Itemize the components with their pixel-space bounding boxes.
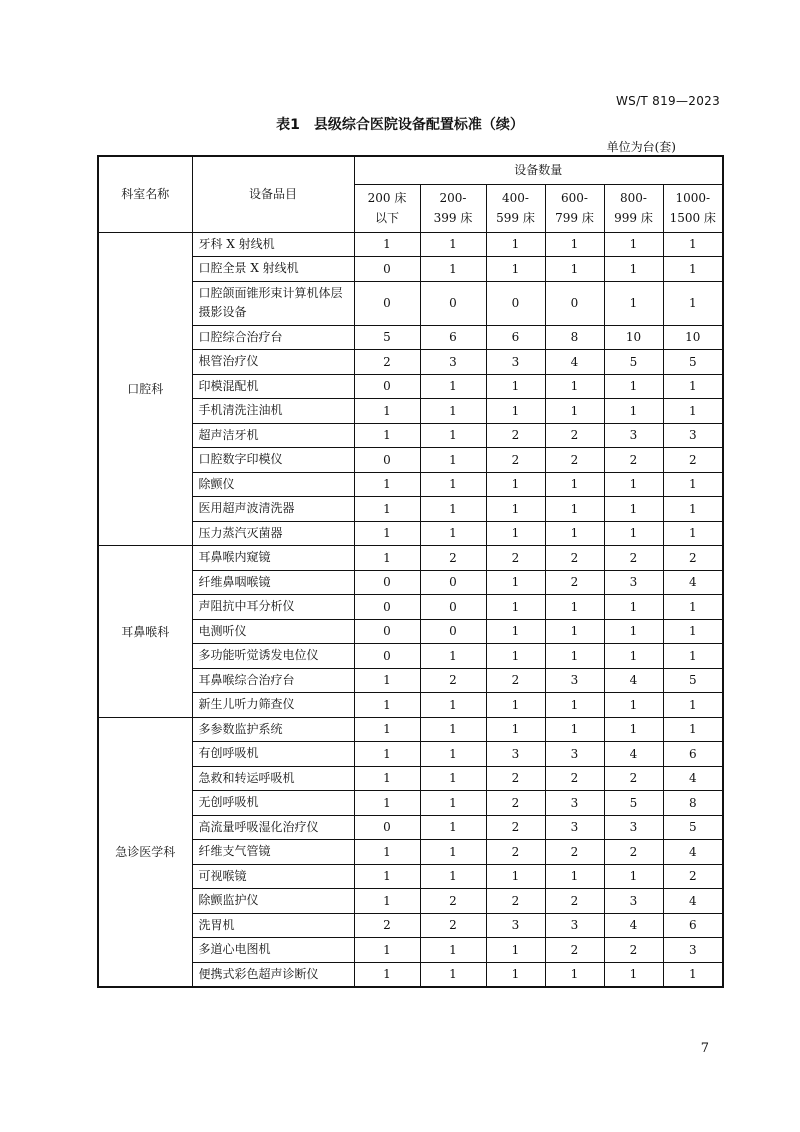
equipment-name: 除颤仪: [192, 472, 354, 497]
quantity-cell: 10: [604, 325, 663, 350]
bed-size-line-2: 799 床: [555, 211, 594, 225]
header-dept: 科室名称: [98, 156, 192, 232]
quantity-cell: 1: [420, 521, 486, 546]
header-bed-size: [486, 184, 545, 232]
quantity-cell: 3: [486, 350, 545, 375]
quantity-cell: 3: [663, 938, 723, 963]
quantity-cell: 3: [486, 742, 545, 767]
quantity-cell: 1: [663, 619, 723, 644]
bed-size-line-2: 以下: [374, 211, 399, 225]
quantity-cell: 1: [486, 693, 545, 718]
quantity-cell: 1: [604, 595, 663, 620]
quantity-cell: 1: [420, 815, 486, 840]
header-item: 设备品目: [192, 156, 354, 232]
quantity-cell: 1: [545, 257, 604, 282]
quantity-cell: 2: [545, 938, 604, 963]
quantity-cell: 1: [663, 595, 723, 620]
unit-note: 单位为台(套): [606, 140, 676, 154]
equipment-name: 多功能听觉诱发电位仪: [192, 644, 354, 669]
equipment-name: 手机清洗注油机: [192, 399, 354, 424]
quantity-cell: 1: [420, 938, 486, 963]
quantity-cell: 2: [604, 938, 663, 963]
bed-size-line-2: 1500 床: [669, 211, 716, 225]
quantity-cell: 1: [486, 864, 545, 889]
equipment-name: 新生儿听力筛查仪: [192, 693, 354, 718]
table-row: [98, 815, 723, 840]
quantity-cell: 5: [604, 791, 663, 816]
table-row: [98, 497, 723, 522]
quantity-cell: 1: [663, 232, 723, 257]
quantity-cell: 1: [604, 521, 663, 546]
table-row: [98, 668, 723, 693]
bed-size-line-1: 1000-: [675, 191, 711, 205]
table-row: [98, 913, 723, 938]
bed-size-line-2: 399 床: [433, 211, 473, 225]
table-row: [98, 325, 723, 350]
bed-size-line-1: 800-: [620, 191, 647, 205]
quantity-cell: 1: [354, 742, 420, 767]
quantity-cell: 5: [604, 350, 663, 375]
quantity-cell: 1: [354, 840, 420, 865]
quantity-cell: 1: [604, 644, 663, 669]
quantity-cell: 2: [663, 546, 723, 571]
quantity-cell: 1: [354, 546, 420, 571]
quantity-cell: 6: [663, 742, 723, 767]
quantity-cell: 1: [663, 497, 723, 522]
table-row: [98, 546, 723, 571]
bed-size-line-1: 200-: [439, 191, 467, 205]
quantity-cell: 1: [486, 962, 545, 987]
quantity-cell: 3: [420, 350, 486, 375]
quantity-cell: 3: [545, 913, 604, 938]
quantity-cell: 1: [663, 962, 723, 987]
quantity-cell: 2: [604, 840, 663, 865]
quantity-cell: 1: [486, 717, 545, 742]
quantity-cell: 2: [486, 840, 545, 865]
quantity-cell: 1: [604, 399, 663, 424]
quantity-cell: 3: [663, 423, 723, 448]
quantity-cell: 4: [663, 889, 723, 914]
quantity-cell: 2: [545, 766, 604, 791]
quantity-cell: 1: [545, 232, 604, 257]
equipment-name: 口腔综合治疗台: [192, 325, 354, 350]
quantity-cell: 2: [486, 448, 545, 473]
quantity-cell: 1: [545, 472, 604, 497]
table-row: [98, 595, 723, 620]
quantity-cell: 4: [604, 742, 663, 767]
equipment-name: 口腔颌面锥形束计算机体层摄影设备: [192, 281, 354, 325]
quantity-cell: 1: [354, 889, 420, 914]
quantity-cell: 1: [486, 938, 545, 963]
table-row: [98, 399, 723, 424]
bed-size-line-1: 200 床: [367, 191, 407, 205]
quantity-cell: 1: [486, 374, 545, 399]
equipment-name: 医用超声波清洗器: [192, 497, 354, 522]
quantity-cell: 1: [354, 766, 420, 791]
quantity-cell: 4: [545, 350, 604, 375]
equipment-name: 超声洁牙机: [192, 423, 354, 448]
quantity-cell: 1: [545, 644, 604, 669]
dept-name: 耳鼻喉科: [98, 546, 192, 718]
quantity-cell: 3: [545, 742, 604, 767]
table-row: [98, 791, 723, 816]
quantity-cell: 1: [486, 644, 545, 669]
quantity-cell: 1: [420, 257, 486, 282]
quantity-cell: 1: [604, 619, 663, 644]
quantity-cell: 1: [604, 864, 663, 889]
table-row: [98, 644, 723, 669]
equipment-name: 耳鼻喉综合治疗台: [192, 668, 354, 693]
quantity-cell: 0: [486, 281, 545, 325]
quantity-cell: 1: [354, 938, 420, 963]
equipment-name: 根管治疗仪: [192, 350, 354, 375]
quantity-cell: 1: [545, 374, 604, 399]
quantity-cell: 1: [420, 232, 486, 257]
quantity-cell: 0: [354, 644, 420, 669]
table-row: [98, 448, 723, 473]
quantity-cell: 1: [420, 864, 486, 889]
quantity-cell: 1: [486, 595, 545, 620]
quantity-cell: 1: [420, 766, 486, 791]
quantity-cell: 2: [354, 913, 420, 938]
equipment-name: 多参数监护系统: [192, 717, 354, 742]
header-bed-size: [604, 184, 663, 232]
table-row: [98, 619, 723, 644]
quantity-cell: 1: [663, 717, 723, 742]
quantity-cell: 1: [663, 644, 723, 669]
equipment-name: 急救和转运呼吸机: [192, 766, 354, 791]
quantity-cell: 4: [604, 913, 663, 938]
quantity-cell: 2: [545, 889, 604, 914]
table-row: [98, 840, 723, 865]
equipment-name: 牙科 X 射线机: [192, 232, 354, 257]
quantity-cell: 1: [663, 521, 723, 546]
quantity-cell: 0: [354, 619, 420, 644]
quantity-cell: 1: [545, 693, 604, 718]
quantity-cell: 2: [545, 840, 604, 865]
quantity-cell: 1: [604, 374, 663, 399]
quantity-cell: 2: [354, 350, 420, 375]
quantity-cell: 1: [604, 232, 663, 257]
quantity-cell: 1: [486, 570, 545, 595]
quantity-cell: 1: [486, 619, 545, 644]
quantity-cell: 0: [354, 257, 420, 282]
equipment-name: 电测听仪: [192, 619, 354, 644]
equipment-table: [97, 155, 724, 988]
quantity-cell: 0: [354, 815, 420, 840]
quantity-cell: 2: [604, 546, 663, 571]
table-row: [98, 472, 723, 497]
equipment-name: 印模混配机: [192, 374, 354, 399]
quantity-cell: 0: [354, 281, 420, 325]
quantity-cell: 6: [486, 325, 545, 350]
quantity-cell: 1: [354, 962, 420, 987]
quantity-cell: 1: [354, 423, 420, 448]
quantity-cell: 2: [486, 791, 545, 816]
quantity-cell: 1: [420, 472, 486, 497]
quantity-cell: 1: [604, 497, 663, 522]
table-row: [98, 864, 723, 889]
quantity-cell: 8: [663, 791, 723, 816]
quantity-cell: 2: [604, 448, 663, 473]
table-row: [98, 423, 723, 448]
quantity-cell: 1: [354, 791, 420, 816]
table-row: [98, 570, 723, 595]
header-quantity: 设备数量: [354, 156, 723, 184]
quantity-cell: 0: [420, 570, 486, 595]
header-bed-size: [663, 184, 723, 232]
quantity-cell: 1: [486, 257, 545, 282]
table-row: [98, 889, 723, 914]
equipment-name: 声阻抗中耳分析仪: [192, 595, 354, 620]
quantity-cell: 1: [354, 232, 420, 257]
quantity-cell: 3: [604, 423, 663, 448]
bed-size-line-2: 999 床: [614, 211, 653, 225]
quantity-cell: 0: [420, 595, 486, 620]
quantity-cell: 3: [545, 668, 604, 693]
dept-name: 口腔科: [98, 232, 192, 546]
quantity-cell: 0: [354, 595, 420, 620]
quantity-cell: 1: [420, 791, 486, 816]
quantity-cell: 8: [545, 325, 604, 350]
quantity-cell: 1: [604, 281, 663, 325]
equipment-name: 多道心电图机: [192, 938, 354, 963]
quantity-cell: 0: [545, 281, 604, 325]
header-bed-size: [354, 184, 420, 232]
quantity-cell: 1: [420, 717, 486, 742]
quantity-cell: 2: [486, 668, 545, 693]
quantity-cell: 6: [420, 325, 486, 350]
table-row: [98, 693, 723, 718]
table-row: [98, 257, 723, 282]
quantity-cell: 0: [354, 570, 420, 595]
quantity-cell: 1: [545, 595, 604, 620]
quantity-cell: 1: [545, 399, 604, 424]
table-row: [98, 281, 723, 325]
quantity-cell: 1: [420, 399, 486, 424]
quantity-cell: 5: [663, 668, 723, 693]
table-row: [98, 374, 723, 399]
bed-size-line-2: 599 床: [496, 211, 535, 225]
equipment-name: 便携式彩色超声诊断仪: [192, 962, 354, 987]
quantity-cell: 4: [663, 570, 723, 595]
quantity-cell: 1: [354, 693, 420, 718]
quantity-cell: 2: [663, 448, 723, 473]
quantity-cell: 1: [354, 497, 420, 522]
quantity-cell: 1: [545, 864, 604, 889]
equipment-name: 压力蒸汽灭菌器: [192, 521, 354, 546]
equipment-name: 有创呼吸机: [192, 742, 354, 767]
quantity-cell: 10: [663, 325, 723, 350]
quantity-cell: 1: [354, 399, 420, 424]
quantity-cell: 1: [354, 521, 420, 546]
quantity-cell: 1: [604, 472, 663, 497]
quantity-cell: 1: [604, 693, 663, 718]
quantity-cell: 4: [604, 668, 663, 693]
quantity-cell: 1: [545, 521, 604, 546]
table-header: [98, 156, 723, 232]
quantity-cell: 2: [420, 546, 486, 571]
quantity-cell: 1: [545, 962, 604, 987]
quantity-cell: 1: [663, 257, 723, 282]
quantity-cell: 1: [545, 619, 604, 644]
header-bed-size: [545, 184, 604, 232]
quantity-cell: 2: [545, 570, 604, 595]
quantity-cell: 1: [354, 668, 420, 693]
quantity-cell: 2: [545, 448, 604, 473]
quantity-cell: 1: [420, 423, 486, 448]
quantity-cell: 3: [604, 889, 663, 914]
quantity-cell: 1: [545, 717, 604, 742]
quantity-cell: 2: [486, 766, 545, 791]
equipment-name: 纤维鼻咽喉镜: [192, 570, 354, 595]
header-bed-size: [420, 184, 486, 232]
equipment-name: 口腔全景 X 射线机: [192, 257, 354, 282]
table-row: [98, 938, 723, 963]
quantity-cell: 1: [420, 374, 486, 399]
quantity-cell: 2: [545, 546, 604, 571]
quantity-cell: 1: [420, 962, 486, 987]
quantity-cell: 1: [486, 232, 545, 257]
quantity-cell: 1: [663, 281, 723, 325]
quantity-cell: 1: [604, 962, 663, 987]
quantity-cell: 1: [545, 497, 604, 522]
quantity-cell: 1: [604, 717, 663, 742]
table-row: [98, 717, 723, 742]
table-row: [98, 962, 723, 987]
quantity-cell: 2: [486, 546, 545, 571]
quantity-cell: 2: [486, 889, 545, 914]
quantity-cell: 1: [663, 399, 723, 424]
quantity-cell: 1: [354, 717, 420, 742]
quantity-cell: 1: [486, 521, 545, 546]
quantity-cell: 0: [354, 448, 420, 473]
table-body: [98, 232, 723, 987]
quantity-cell: 4: [663, 766, 723, 791]
quantity-cell: 1: [486, 399, 545, 424]
quantity-cell: 2: [486, 423, 545, 448]
equipment-name: 洗胃机: [192, 913, 354, 938]
table-row: [98, 521, 723, 546]
quantity-cell: 4: [663, 840, 723, 865]
dept-name: 急诊医学科: [98, 717, 192, 987]
equipment-name: 除颤监护仪: [192, 889, 354, 914]
table-title: 表1 县级综合医院设备配置标准（续）: [276, 117, 524, 133]
quantity-cell: 1: [420, 497, 486, 522]
equipment-name: 高流量呼吸湿化治疗仪: [192, 815, 354, 840]
quantity-cell: 1: [420, 840, 486, 865]
quantity-cell: 1: [420, 742, 486, 767]
quantity-cell: 1: [420, 448, 486, 473]
quantity-cell: 1: [604, 257, 663, 282]
quantity-cell: 3: [486, 913, 545, 938]
equipment-name: 耳鼻喉内窥镜: [192, 546, 354, 571]
quantity-cell: 2: [486, 815, 545, 840]
table-row: [98, 742, 723, 767]
quantity-cell: 2: [545, 423, 604, 448]
quantity-cell: 3: [545, 815, 604, 840]
quantity-cell: 1: [354, 864, 420, 889]
table-row: [98, 766, 723, 791]
quantity-cell: 0: [354, 374, 420, 399]
quantity-cell: 1: [663, 693, 723, 718]
quantity-cell: 3: [545, 791, 604, 816]
quantity-cell: 5: [663, 350, 723, 375]
table-row: [98, 232, 723, 257]
quantity-cell: 6: [663, 913, 723, 938]
equipment-name: 无创呼吸机: [192, 791, 354, 816]
quantity-cell: 5: [354, 325, 420, 350]
page-number: 7: [700, 1041, 709, 1056]
equipment-name: 可视喉镜: [192, 864, 354, 889]
quantity-cell: 3: [604, 570, 663, 595]
quantity-cell: 1: [663, 472, 723, 497]
equipment-name: 纤维支气管镜: [192, 840, 354, 865]
quantity-cell: 1: [486, 472, 545, 497]
quantity-cell: 2: [663, 864, 723, 889]
quantity-cell: 2: [420, 889, 486, 914]
quantity-cell: 2: [420, 913, 486, 938]
quantity-cell: 5: [663, 815, 723, 840]
quantity-cell: 1: [354, 472, 420, 497]
quantity-cell: 1: [420, 644, 486, 669]
quantity-cell: 2: [420, 668, 486, 693]
quantity-cell: 3: [604, 815, 663, 840]
quantity-cell: 1: [663, 374, 723, 399]
bed-size-line-1: 600-: [561, 191, 588, 205]
quantity-cell: 0: [420, 281, 486, 325]
table-row: [98, 350, 723, 375]
bed-size-line-1: 400-: [502, 191, 529, 205]
quantity-cell: 1: [420, 693, 486, 718]
standard-code: WS/T 819—2023: [615, 94, 720, 108]
quantity-cell: 2: [604, 766, 663, 791]
equipment-name: 口腔数字印模仪: [192, 448, 354, 473]
quantity-cell: 0: [420, 619, 486, 644]
quantity-cell: 1: [486, 497, 545, 522]
